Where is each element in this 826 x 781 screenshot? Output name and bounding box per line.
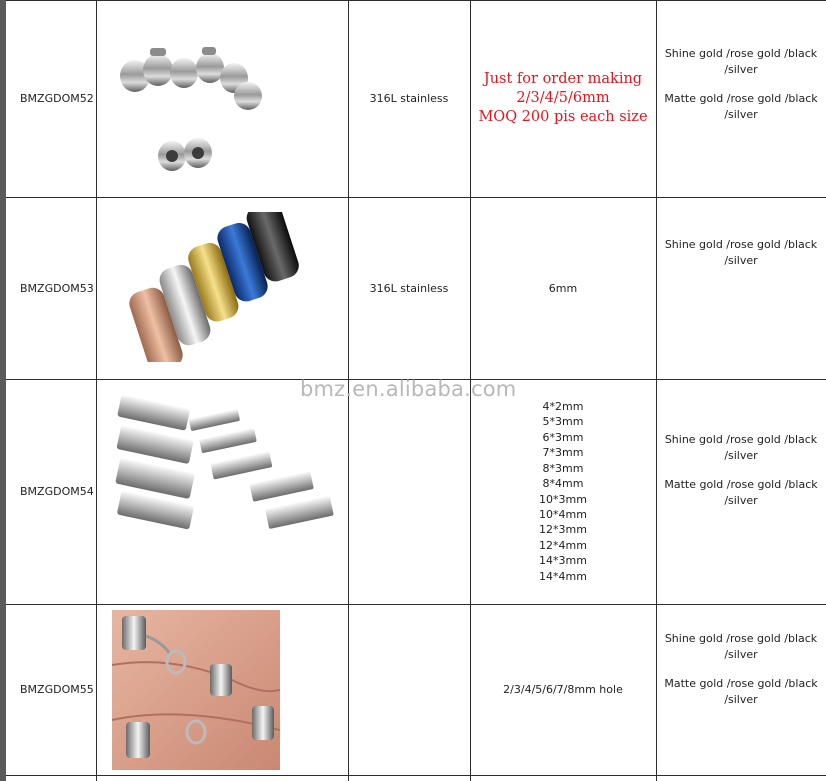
finish-group — [664, 676, 817, 707]
finish-line: /silver — [724, 647, 758, 661]
magnetic-bullet-clasp-photo — [110, 40, 270, 180]
product-code: BMZGDOM52 — [20, 92, 94, 105]
product-code: BMZGDOM54 — [20, 485, 94, 498]
finish-line: /silver — [724, 493, 758, 507]
finish-line: Matte gold /rose gold /black — [664, 478, 818, 491]
product-code: BMZGDOM53 — [20, 281, 94, 295]
size-line: 4*2mm — [542, 400, 584, 414]
finish-line: Shine gold /rose gold /black — [664, 632, 818, 645]
finish-line: /silver — [724, 448, 758, 462]
size-cell — [470, 0, 656, 197]
size-line: 5*3mm — [542, 415, 584, 429]
finish-group — [664, 91, 817, 122]
size-line: Just for order making — [483, 71, 643, 87]
colored-magnetic-clasp-photo — [118, 212, 318, 362]
size-line: 8*4mm — [542, 477, 584, 491]
size-line: 12*3mm — [539, 523, 587, 537]
watermark: bmz.en.alibaba.com — [300, 377, 517, 401]
size-line: 8*3mm — [542, 461, 584, 475]
size-line: 10*3mm — [539, 492, 587, 506]
size-cell — [470, 379, 656, 604]
size-line: 10*4mm — [539, 507, 587, 521]
finish-line: /silver — [724, 692, 758, 706]
size-cell — [470, 604, 656, 775]
size-line: 14*3mm — [539, 554, 587, 568]
finish-line: Shine gold /rose gold /black — [664, 238, 818, 251]
material — [348, 379, 470, 604]
finish-line: /silver — [724, 107, 758, 121]
finish-cell — [656, 237, 826, 357]
size-line: 6*3mm — [542, 430, 584, 444]
finish-line: Shine gold /rose gold /black — [664, 47, 818, 60]
finish-group — [665, 46, 817, 77]
table-rule-bottom — [6, 775, 826, 776]
size-line: 14*4mm — [539, 569, 587, 583]
finish-line: Shine gold /rose gold /black — [664, 433, 818, 446]
finish-group — [664, 477, 817, 508]
finish-cell — [656, 631, 826, 771]
finish-line: Matte gold /rose gold /black — [664, 92, 818, 105]
finish-cell — [656, 46, 826, 186]
finish-line: /silver — [724, 62, 758, 76]
finish-group — [665, 237, 817, 268]
material: 316L stainless — [369, 281, 449, 295]
size-line: MOQ 200 pis each size — [478, 109, 648, 125]
column-divider — [96, 0, 97, 781]
size-line: 12*4mm — [539, 538, 587, 552]
finish-group — [665, 432, 817, 463]
finish-line: Matte gold /rose gold /black — [664, 677, 818, 690]
material — [348, 604, 470, 775]
size-cell — [470, 197, 656, 379]
size-line: 2/3/4/5/6mm — [516, 90, 610, 106]
size-line: 2/3/4/5/6/7/8mm hole — [503, 683, 623, 696]
product-code: BMZGDOM55 — [20, 683, 94, 696]
size-line: 7*3mm — [542, 446, 584, 460]
finish-line: /silver — [724, 253, 758, 267]
finish-group — [665, 631, 817, 662]
size-line: 6mm — [548, 281, 578, 295]
finish-cell — [656, 432, 826, 592]
cord-end-cap-clasp-photo — [112, 610, 280, 770]
flat-slide-clasp-photo — [98, 384, 348, 556]
material: 316L stainless — [369, 92, 449, 105]
